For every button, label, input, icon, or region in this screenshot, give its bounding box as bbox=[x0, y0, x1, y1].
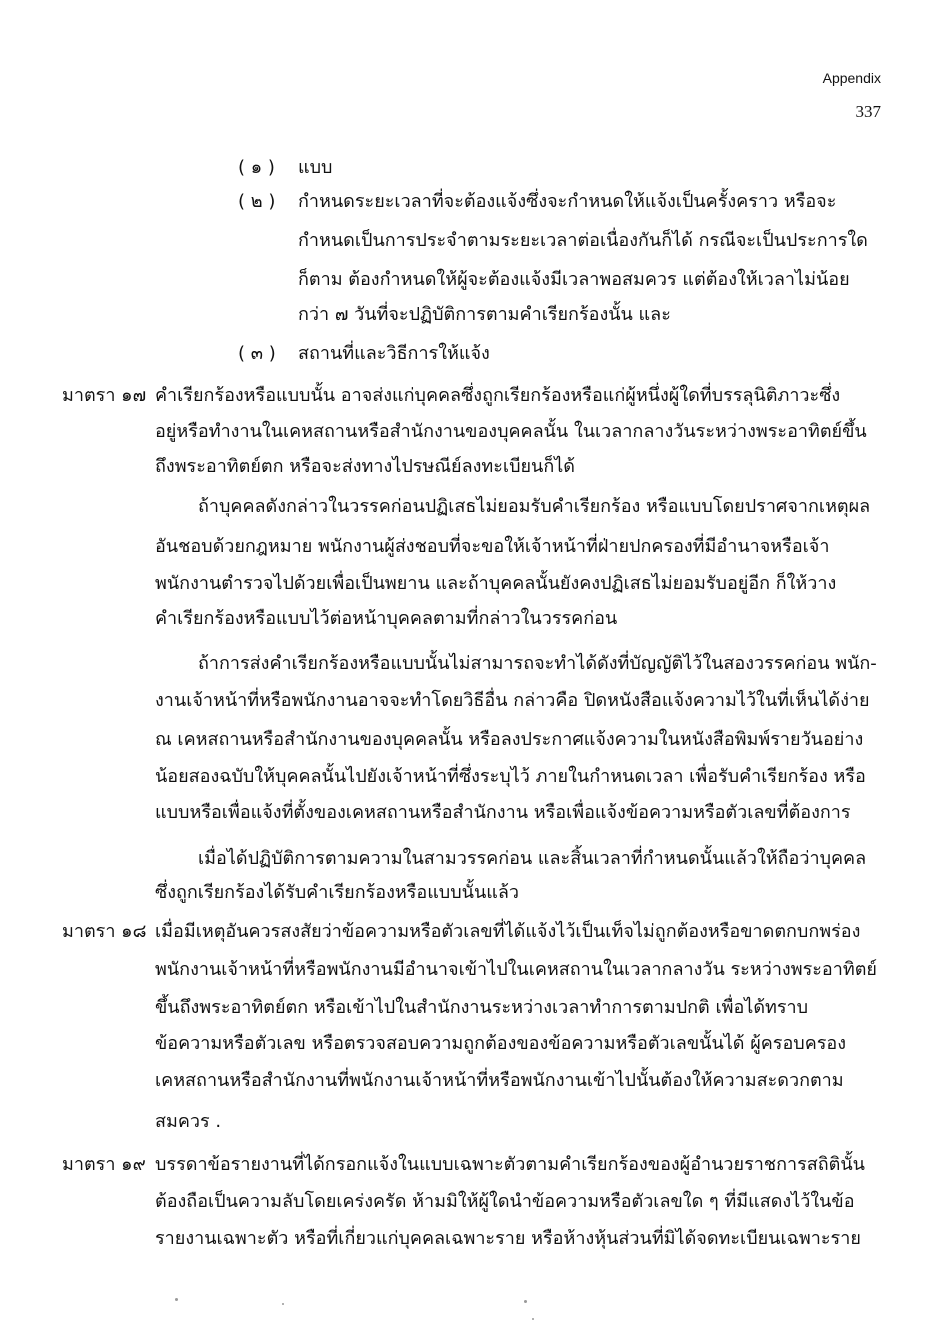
s17-p3-line-5: แบบหรือเพื่อแจ้งที่ตั้งของเคหสถานหรือสำนักงาน หรือเพื่อแจ้งข้อความหรือตัวเลขที่ต้องการ bbox=[155, 802, 851, 823]
item-text-2-line-4: กว่า ๗ วันที่จะปฏิบัติการตามคำเรียกร้องนั้น และ bbox=[298, 304, 671, 325]
scan-speck bbox=[532, 1318, 534, 1320]
item-text-2-line-2: กำหนดเป็นการประจำตามระยะเวลาต่อเนื่องกันก็ได้ กรณีจะเป็นประการใด bbox=[298, 230, 868, 251]
s18-line-1: เมื่อมีเหตุอันควรสงสัยว่าข้อความหรือตัวเลขที่ได้แจ้งไว้เป็นเท็จไม่ถูกต้องหรือขาดตกบกพร่อง bbox=[155, 921, 861, 942]
s17-p3-line-2: งานเจ้าหน้าที่หรือพนักงานอาจจะทำโดยวิธีอื่น กล่าวคือ ปิดหนังสือแจ้งความไว้ในที่เห็นได้ง่าย bbox=[155, 690, 870, 711]
s18-line-5: เคหสถานหรือสำนักงานที่พนักงานเจ้าหน้าที่หรือพนักงานเข้าไปนั้นต้องให้ความสะดวกตาม bbox=[155, 1070, 844, 1091]
running-header: Appendix bbox=[822, 70, 881, 86]
s17-p3-line-4: น้อยสองฉบับให้บุคคลนั้นไปยังเจ้าหน้าที่ซึ่งระบุไว้ ภายในกำหนดเวลา เพื่อรับคำเรียกร้อง หรือ bbox=[155, 766, 866, 787]
s17-p3-line-1: ถ้าการส่งคำเรียกร้องหรือแบบนั้นไม่สามารถจะทำได้ดังที่บัญญัติไว้ในสองวรรคก่อน พนัก- bbox=[198, 653, 877, 674]
s17-p1-line-2: อยู่หรือทำงานในเคหสถานหรือสำนักงานของบุคคลนั้น ในเวลากลางวันระหว่างพระอาทิตย์ขึ้น bbox=[155, 421, 867, 442]
s17-p2-line-2: อันชอบด้วยกฎหมาย พนักงานผู้ส่งชอบที่จะขอให้เจ้าหน้าที่ฝ่ายปกครองที่มีอำนาจหรือเจ้า bbox=[155, 536, 830, 557]
scan-speck bbox=[175, 1298, 178, 1301]
item-text-1: แบบ bbox=[298, 157, 333, 178]
s17-p2-line-4: คำเรียกร้องหรือแบบไว้ต่อหน้าบุคคลตามที่กล่าวในวรรคก่อน bbox=[155, 608, 618, 629]
page-number: 337 bbox=[855, 102, 881, 121]
section-label-17: มาตรา ๑๗ bbox=[62, 385, 147, 406]
s17-p1-line-3: ถึงพระอาทิตย์ตก หรือจะส่งทางไปรษณีย์ลงทะเบียนก็ได้ bbox=[155, 456, 575, 477]
s18-line-3: ขึ้นถึงพระอาทิตย์ตก หรือเข้าไปในสำนักงานระหว่างเวลาทำการตามปกติ เพื่อได้ทราบ bbox=[155, 997, 809, 1018]
scan-speck bbox=[524, 1300, 527, 1303]
s17-p2-line-1: ถ้าบุคคลดังกล่าวในวรรคก่อนปฏิเสธไม่ยอมรับคำเรียกร้อง หรือแบบโดยปราศจากเหตุผล bbox=[198, 496, 871, 517]
s19-line-2: ต้องถือเป็นความลับโดยเคร่งครัด ห้ามมิให้ผู้ใดนำข้อความหรือตัวเลขใด ๆ ที่มีแสดงไว้ในข้อ bbox=[155, 1191, 855, 1212]
item-number-2: ( ๒ ) bbox=[238, 191, 276, 212]
s19-line-1: บรรดาข้อรายงานที่ได้กรอกแจ้งในแบบเฉพาะตัวตามคำเรียกร้องของผู้อำนวยราชการสถิตินั้น bbox=[155, 1154, 865, 1175]
item-text-2-line-1: กำหนดระยะเวลาที่จะต้องแจ้งซึ่งจะกำหนดให้แจ้งเป็นครั้งคราว หรือจะ bbox=[298, 191, 837, 212]
s18-line-6: สมควร . bbox=[155, 1111, 222, 1132]
s17-p4-line-2: ซึ่งถูกเรียกร้องได้รับคำเรียกร้องหรือแบบนั้นแล้ว bbox=[155, 882, 519, 903]
s18-line-4: ข้อความหรือตัวเลข หรือตรวจสอบความถูกต้องของข้อความหรือตัวเลขนั้นได้ ผู้ครอบครอง bbox=[155, 1033, 847, 1054]
section-label-19: มาตรา ๑๙ bbox=[62, 1154, 146, 1175]
section-label-18: มาตรา ๑๘ bbox=[62, 921, 147, 942]
item-text-2-line-3: ก็ตาม ต้องกำหนดให้ผู้จะต้องแจ้งมีเวลาพอสมควร แต่ต้องให้เวลาไม่น้อย bbox=[298, 269, 850, 290]
s17-p4-line-1: เมื่อได้ปฏิบัติการตามความในสามวรรคก่อน และสิ้นเวลาที่กำหนดนั้นแล้วให้ถือว่าบุคคล bbox=[198, 848, 867, 869]
s17-p1-line-1: คำเรียกร้องหรือแบบนั้น อาจส่งแก่บุคคลซึ่งถูกเรียกร้องหรือแก่ผู้หนึ่งผู้ใดที่บรรลุนิติภาวะซึ่ง bbox=[155, 385, 841, 406]
item-number-1: ( ๑ ) bbox=[238, 157, 275, 178]
item-number-3: ( ๓ ) bbox=[238, 343, 276, 364]
scan-speck bbox=[282, 1303, 284, 1305]
s17-p3-line-3: ณ เคหสถานหรือสำนักงานของบุคคลนั้น หรือลงประกาศแจ้งความในหนังสือพิมพ์รายวันอย่าง bbox=[155, 729, 864, 750]
s17-p2-line-3: พนักงานตำรวจไปด้วยเพื่อเป็นพยาน และถ้าบุคคลนั้นยังคงปฏิเสธไม่ยอมรับอยู่อีก ก็ให้วาง bbox=[155, 573, 837, 594]
item-text-3: สถานที่และวิธีการให้แจ้ง bbox=[298, 343, 490, 364]
s19-line-3: รายงานเฉพาะตัว หรือที่เกี่ยวแก่บุคคลเฉพาะราย หรือห้างหุ้นส่วนที่มิได้จดทะเบียนเฉพาะราย bbox=[155, 1228, 861, 1249]
s18-line-2: พนักงานเจ้าหน้าที่หรือพนักงานมีอำนาจเข้าไปในเคหสถานในเวลากลางวัน ระหว่างพระอาทิตย์ bbox=[155, 959, 877, 980]
